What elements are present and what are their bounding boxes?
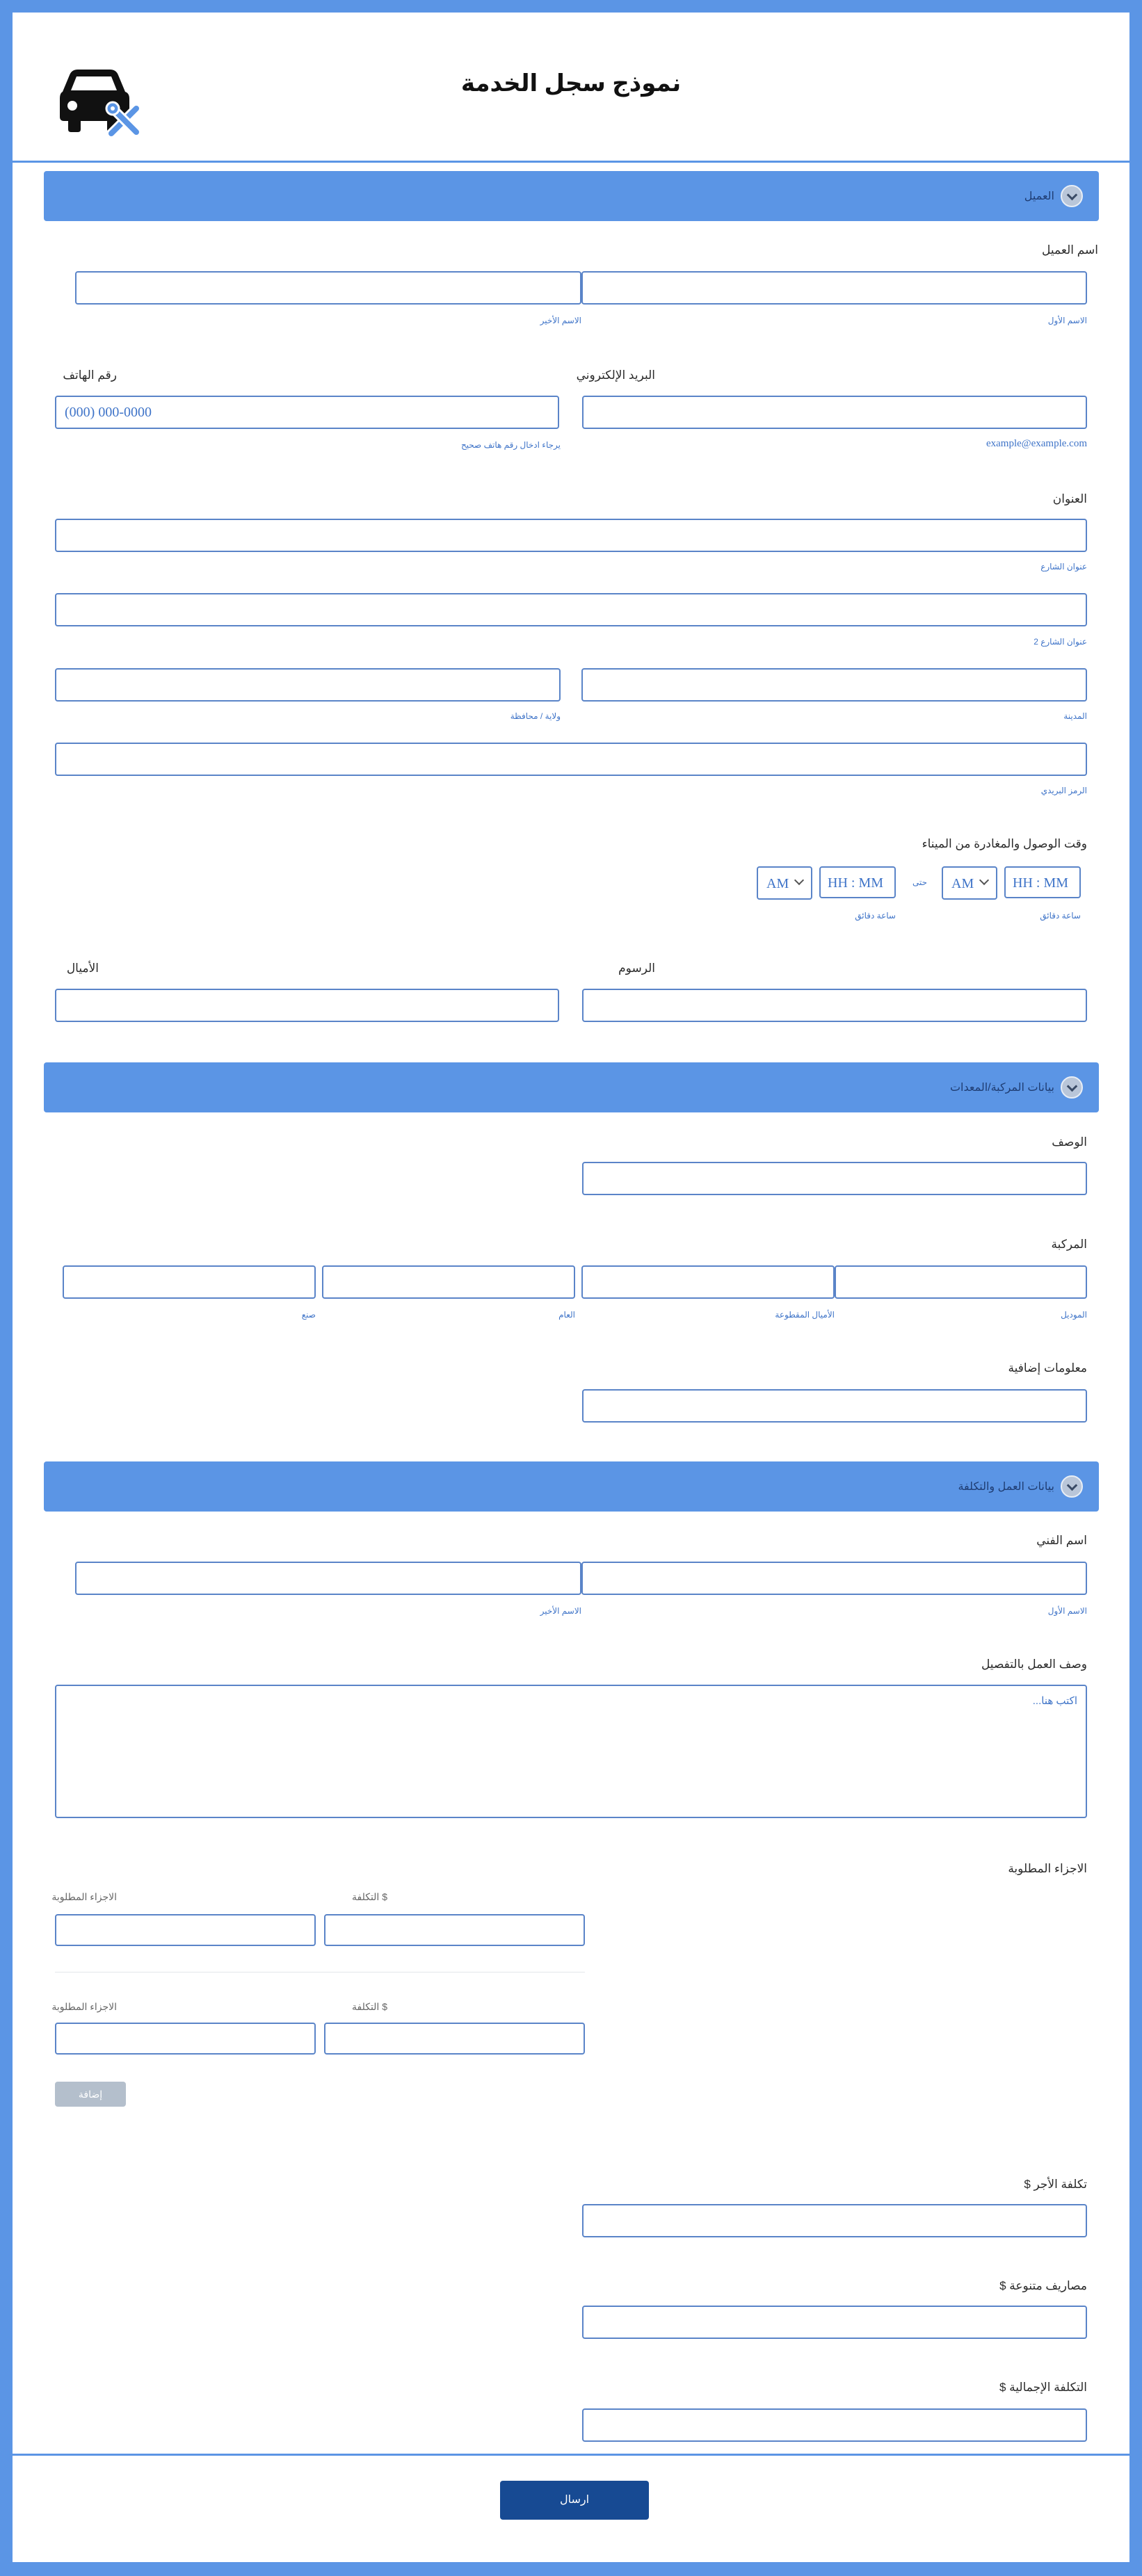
textarea-placeholder: اكتب هنا... [1032, 1695, 1077, 1707]
make-sublabel: صنع [301, 1310, 316, 1320]
state-input[interactable] [55, 668, 561, 702]
last-name-sublabel: الاسم الأخير [540, 316, 581, 325]
arrival-ampm-select[interactable]: AM [942, 866, 997, 900]
street-address-2-sublabel: عنوان الشارع 2 [1034, 637, 1087, 647]
section-header-vehicle[interactable] [44, 1062, 1099, 1112]
departure-time-input[interactable]: HH : MM [819, 866, 896, 898]
state-sublabel: ولاية / محافظة [510, 711, 561, 721]
customer-name-label: اسم العميل [1042, 243, 1098, 257]
chevron-down-icon [979, 875, 989, 885]
vehicle-description-label: الوصف [1052, 1135, 1087, 1149]
zip-input[interactable] [55, 743, 1087, 776]
parts-input-row1[interactable] [55, 1914, 316, 1946]
labor-cost-label: تكلفة الأجر $ [1024, 2178, 1087, 2191]
chevron-down-icon[interactable] [1061, 1076, 1083, 1099]
submit-button[interactable]: ارسال [500, 2481, 649, 2520]
form-card [13, 13, 1129, 2562]
total-cost-label: التكلفة الإجمالية $ [999, 2381, 1087, 2394]
year-sublabel: العام [558, 1310, 575, 1320]
section-header-work[interactable] [44, 1461, 1099, 1512]
arrival-time-sublabel: ساعة دقائق [1040, 911, 1081, 921]
chevron-down-icon [794, 875, 804, 885]
technician-last-name-input[interactable] [75, 1562, 581, 1595]
miles-label: الأميال [66, 962, 99, 975]
vehicle-make-input[interactable] [63, 1265, 316, 1299]
first-name-sublabel: الاسم الأول [1047, 1606, 1087, 1616]
page-title: نموذج سجل الخدمة [460, 70, 682, 97]
work-description-label: وصف العمل بالتفصيل [981, 1658, 1087, 1671]
last-name-sublabel: الاسم الأخير [540, 1606, 581, 1616]
phone-input[interactable] [55, 396, 559, 429]
first-name-sublabel: الاسم الأول [1047, 316, 1087, 325]
miles-input[interactable] [55, 989, 559, 1022]
total-cost-input[interactable] [582, 2408, 1087, 2442]
city-sublabel: المدينة [1063, 711, 1087, 721]
zip-sublabel: الرمز البريدي [1040, 786, 1087, 795]
vehicle-year-input[interactable] [322, 1265, 575, 1299]
city-input[interactable] [581, 668, 1087, 702]
work-description-textarea[interactable] [55, 1685, 1087, 1818]
vehicle-miles-input[interactable] [581, 1265, 835, 1299]
footer-divider [13, 2454, 1129, 2456]
cost-column-header: $ التكلفة [351, 2001, 387, 2012]
fees-label: الرسوم [618, 962, 655, 975]
technician-first-name-input[interactable] [581, 1562, 1087, 1595]
to-label: حتى [912, 877, 927, 887]
extra-info-label: معلومات إضافية [1008, 1361, 1087, 1375]
section-title: العميل [1024, 191, 1054, 202]
email-input[interactable] [582, 396, 1087, 429]
extra-info-input[interactable] [582, 1389, 1087, 1423]
misc-cost-label: مصاريف متنوعة $ [999, 2279, 1087, 2292]
street-address-input[interactable] [55, 519, 1087, 552]
street-address-2-input[interactable] [55, 593, 1087, 626]
chevron-down-icon[interactable] [1061, 185, 1083, 207]
misc-cost-input[interactable] [582, 2306, 1087, 2339]
cost-column-header: $ التكلفة [351, 1891, 387, 1902]
model-sublabel: الموديل [1061, 1310, 1087, 1320]
time-label: وقت الوصول والمغادرة من الميناء [922, 837, 1087, 850]
parts-column-header: الاجزاء المطلوبة [51, 2001, 117, 2012]
phone-sublabel: يرجاء ادخال رقم هاتف صحيح [460, 440, 561, 450]
address-label: العنوان [1052, 492, 1087, 505]
email-sublabel: example@example.com [986, 438, 1087, 449]
section-title: بيانات العمل والتكلفة [958, 1481, 1054, 1493]
arrival-time-input[interactable]: HH : MM [1004, 866, 1081, 898]
vehicle-description-input[interactable] [582, 1162, 1087, 1195]
header-divider [13, 161, 1129, 163]
cost-input-row2[interactable] [324, 2023, 585, 2055]
street-address-sublabel: عنوان الشارع [1040, 562, 1087, 572]
labor-cost-input[interactable] [582, 2204, 1087, 2237]
parts-label: الاجزاء المطلوبة [1008, 1862, 1087, 1875]
departure-ampm-select[interactable]: AM [757, 866, 812, 900]
phone-placeholder: (000) 000-0000 [65, 405, 152, 420]
technician-name-label: اسم الفني [1036, 1534, 1087, 1547]
customer-last-name-input[interactable] [75, 271, 581, 305]
section-title: بيانات المركبة/المعدات [949, 1082, 1054, 1094]
chevron-down-icon[interactable] [1061, 1475, 1083, 1498]
email-label: البريد الإلكتروني [576, 368, 655, 382]
vehicle-label: المركبة [1051, 1238, 1087, 1251]
departure-time-sublabel: ساعة دقائق [855, 911, 896, 921]
miles-sublabel: الأميال المقطوعة [775, 1310, 835, 1320]
vehicle-model-input[interactable] [835, 1265, 1087, 1299]
phone-label: رقم الهاتف [63, 368, 117, 382]
parts-input-row2[interactable] [55, 2023, 316, 2055]
cost-input-row1[interactable] [324, 1914, 585, 1946]
section-header-customer[interactable] [44, 171, 1099, 221]
customer-first-name-input[interactable] [581, 271, 1087, 305]
parts-column-header: الاجزاء المطلوبة [51, 1891, 117, 1902]
add-row-button[interactable]: إضافة [55, 2082, 126, 2107]
fees-input[interactable] [582, 989, 1087, 1022]
